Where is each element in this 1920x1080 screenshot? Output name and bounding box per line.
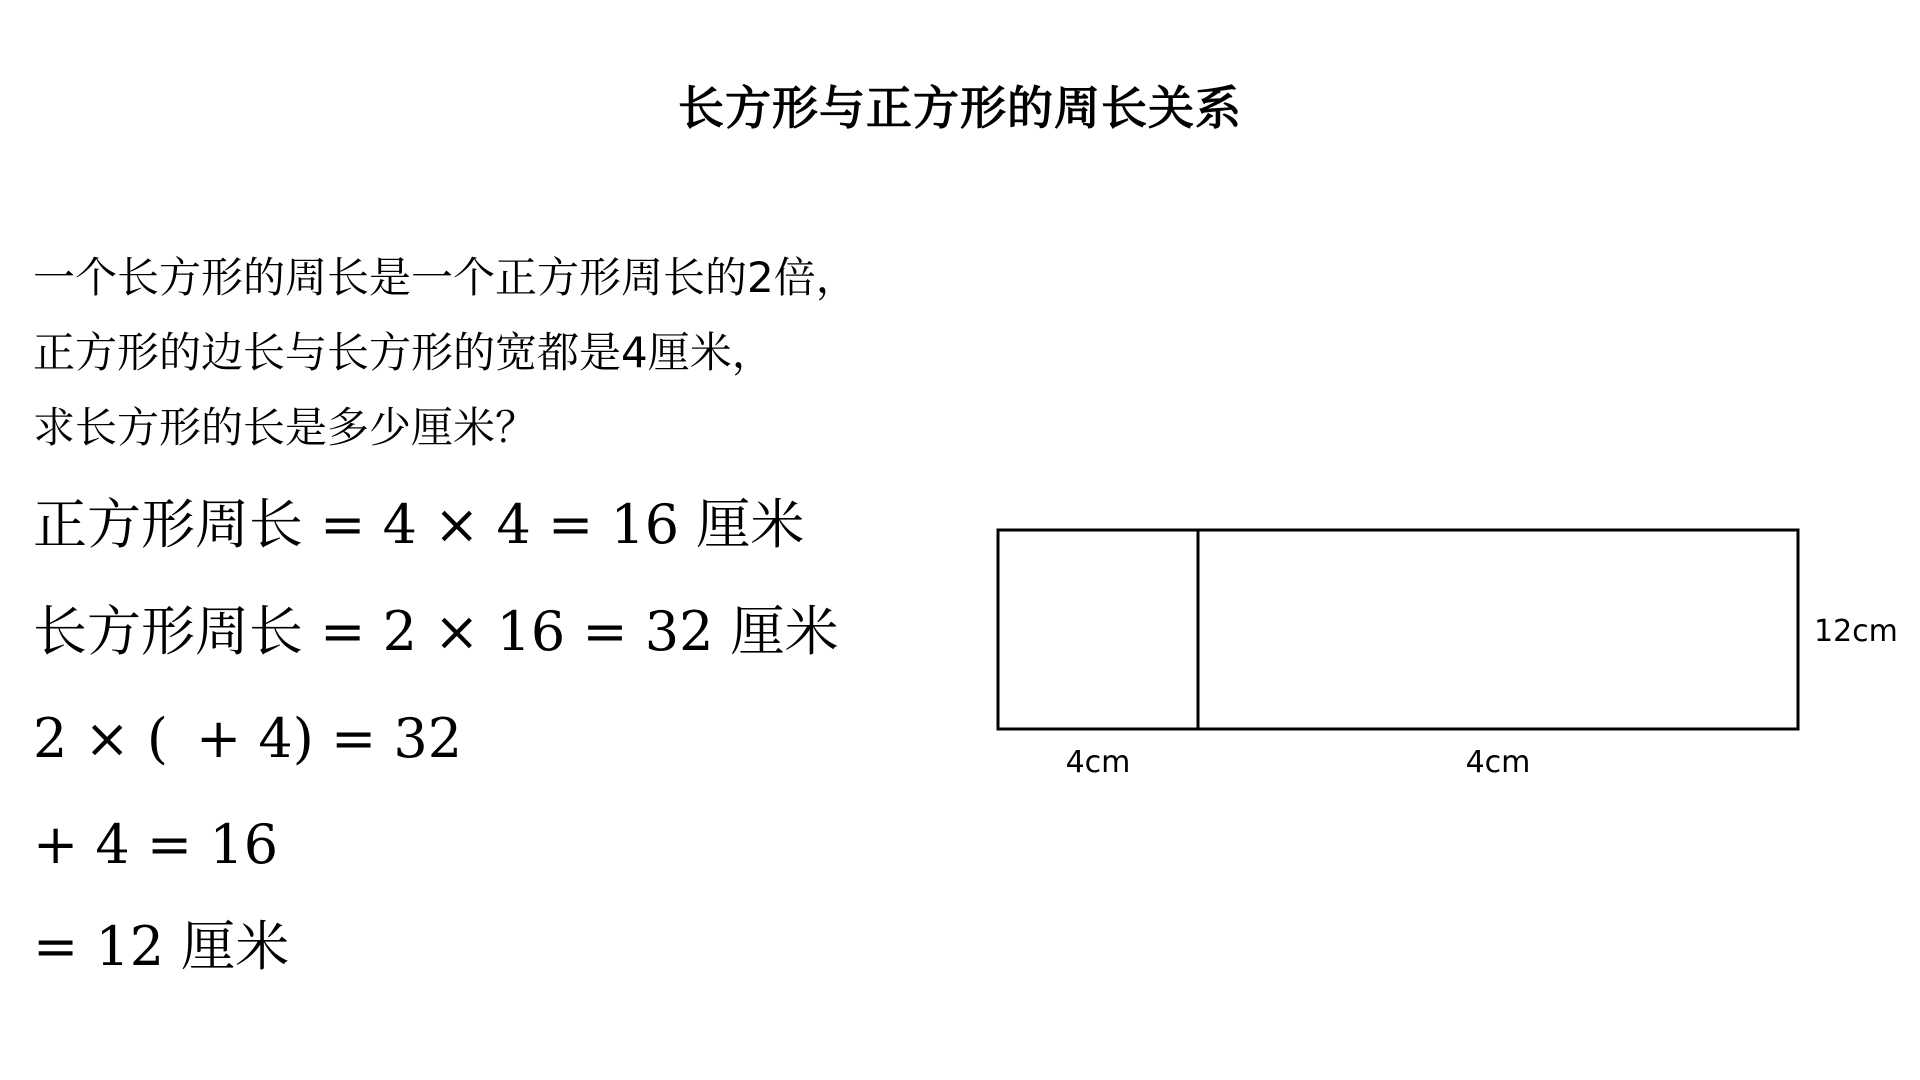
label-rect-bottom: 4cm	[1465, 745, 1531, 780]
diagram-outer-rectangle	[998, 530, 1798, 729]
problem-line-1: 一个长方形的周长是一个正方形周长的2倍，	[33, 253, 858, 302]
label-square-bottom: 4cm	[1065, 745, 1131, 780]
solution-step-2: 长方形周长 = 2 × 16 = 32 厘米	[33, 600, 839, 663]
solution-step-3-prefix: 2 × (	[33, 707, 168, 770]
label-right-side: 12cm	[1814, 614, 1898, 649]
solution-step-4: + 4 = 16	[33, 813, 279, 876]
problem-line-2: 正方形的边长与长方形的宽都是4厘米，	[33, 328, 774, 377]
solution-step-3-suffix: + 4) = 32	[196, 707, 463, 770]
problem-line-3: 求长方形的长是多少厘米？	[33, 403, 538, 452]
solution-step-1: 正方形周长 = 4 × 4 = 16 厘米	[33, 493, 805, 556]
solution-step-5: = 12 厘米	[33, 915, 290, 978]
page-title: 长方形与正方形的周长关系	[678, 81, 1242, 135]
